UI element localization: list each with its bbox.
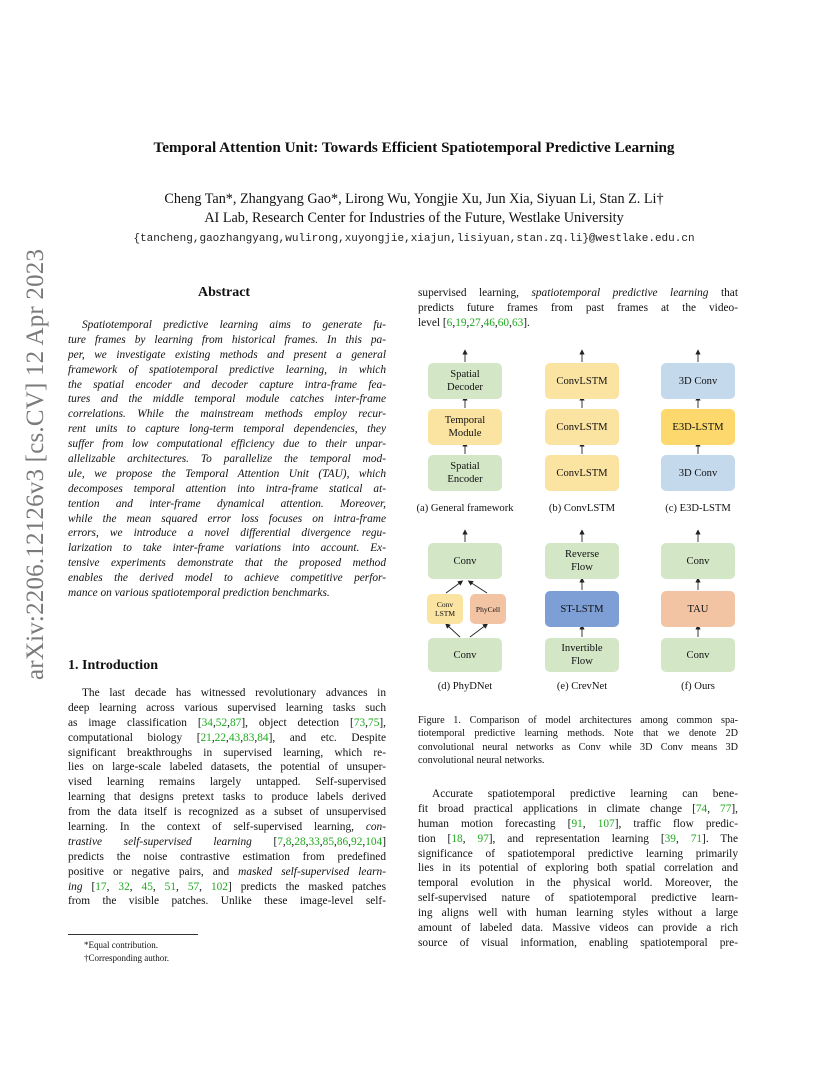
intro-line: significant breakthroughs in supervised learning, which re- [68, 746, 386, 759]
intro-line: ing [17, 32, 45, 51, 57, 102] predicts the masked patches [68, 880, 387, 893]
citation-link[interactable]: 6 [446, 316, 453, 329]
para-line: fit broad practical applications in climate change [74, 77], [418, 802, 738, 815]
citation-link[interactable]: 84 [257, 731, 269, 744]
subfigure-e-caption: (e) CrevNet [556, 681, 608, 692]
citation-link[interactable]: 83 [243, 731, 255, 744]
abstract-heading: Abstract [198, 285, 251, 300]
citation-link[interactable]: 85 [322, 835, 334, 848]
citation-link[interactable]: 18 [451, 832, 463, 845]
citation-link[interactable]: 91 [571, 817, 583, 830]
citation-link[interactable]: 60 [497, 316, 510, 329]
footnote-rule [68, 934, 198, 935]
para-line: amount of labeled data. Massive videos can provide a rich [418, 922, 738, 935]
author-list: Cheng Tan*, Zhangyang Gao*, Lirong Wu, Yongjie Xu, Jun Xia, Siyuan Li, Stan Z. Li† [164, 191, 664, 207]
citation-link[interactable]: 19 [455, 316, 467, 329]
arxiv-identifier: arXiv:2206.12126v3 [cs.CV] 12 Apr 2023 [22, 248, 49, 680]
citation-link[interactable]: 22 [214, 731, 227, 744]
citation-link[interactable]: 43 [228, 731, 241, 744]
citation-link[interactable]: 104 [365, 835, 383, 848]
figure-1-caption [418, 714, 738, 768]
citation-link[interactable]: 33 [308, 835, 320, 848]
citation-link[interactable]: 74 [695, 802, 708, 815]
para-line: ing aligns well with human learning styles without a large [418, 907, 738, 920]
citation-link[interactable]: 75 [368, 716, 380, 729]
convlstm-block-mid: ConvLSTM [545, 409, 619, 445]
e3d-lstm-block: E3D-LSTM [661, 409, 735, 445]
intro-line: as image classification [34,52,87], object detection [73,75], [68, 716, 386, 729]
abstract-line: errors, we introduce a novel differential divergence regu- [68, 527, 386, 540]
right-line: supervised learning, spatiotemporal predictive learning that [418, 287, 738, 299]
intro-line: from the data itself is recognized as a subset of unsupervised [68, 806, 386, 819]
abstract-body [68, 318, 386, 601]
tau-conv-bottom: Conv [661, 638, 735, 672]
paper-title: Temporal Attention Unit: Towards Efficient Spatiotemporal Predictive Learning [153, 139, 675, 156]
subfigure-b-caption: (b) ConvLSTM [548, 503, 616, 514]
para-line: source of visual information, enabling spatiotemporal pre- [418, 936, 738, 949]
citation-link[interactable]: 102 [210, 880, 228, 893]
footnote-corresponding: †Corresponding author. [84, 953, 169, 963]
citation-link[interactable]: 7 [277, 835, 283, 848]
intro-line: deep learning across various supervised learning tasks such [68, 701, 386, 714]
abstract-line: while the mean squared error loss focuses on intra-frame [68, 512, 386, 525]
abstract-line: decomposes temporal attention into intra-frame statical at- [68, 482, 386, 495]
introduction-heading: 1. Introduction [68, 658, 158, 673]
right-line: predicts future frames from past frames at the video- [418, 301, 738, 314]
citation-link[interactable]: 27 [469, 316, 481, 329]
spatial-decoder-block: Spatial Decoder [428, 363, 502, 399]
3d-conv-block-bottom: 3D Conv [661, 455, 735, 491]
abstract-line: framework of spatiotemporal predictive learning, in which [68, 363, 386, 376]
intro-line: vised learning remains largely untapped. Self-supervised [68, 776, 386, 789]
citation-link[interactable]: 51 [164, 880, 177, 893]
citation-link[interactable]: 46 [483, 316, 495, 329]
para-line: self-supervised nature of spatiotemporal predictive learn- [418, 892, 738, 905]
caption-line: tiotemporal predictive learning methods. Note that we denote 2D [418, 728, 738, 740]
convlstm-block-top: ConvLSTM [545, 363, 619, 399]
para-line: lies in its potential of exploring both spatial correlation and [418, 862, 738, 875]
citation-link[interactable]: 73 [353, 716, 366, 729]
abstract-line: per, we investigate existing methods and present a general [68, 348, 386, 361]
citation-link[interactable]: 8 [285, 835, 292, 848]
abstract-line: tention and inter-frame dynamical attention. Moreover, [68, 497, 386, 510]
abstract-line: tensive experiments demonstrate that the proposed method [68, 557, 386, 570]
intro-line: lies on large-scale labeled datasets, the potential of unsuper- [68, 761, 386, 774]
para-line: human motion forecasting [91, 107], traffic flow predic- [418, 817, 738, 830]
citation-link[interactable]: 52 [215, 716, 228, 729]
subfigure-f-caption: (f) Ours [681, 681, 715, 692]
phydnet-convlstm-block: Conv LSTM [427, 594, 463, 624]
subfigure-a-caption: (a) General framework [416, 503, 514, 514]
citation-link[interactable]: 45 [141, 880, 153, 893]
citation-link[interactable]: 39 [664, 832, 676, 845]
abstract-line: allelizable architectures. To parallelize the temporal mod- [68, 453, 386, 466]
citation-link[interactable]: 21 [200, 731, 212, 744]
intro-line: predicts the noise contrastive estimation from predefined [68, 850, 386, 863]
abstract-line: suffer from low computational efficiency due to their unpar- [68, 438, 386, 451]
phydnet-conv-bottom: Conv [428, 638, 502, 672]
para-line: significance of spatiotemporal predictive learning primarily [418, 847, 738, 860]
abstract-line: ule, we propose the Temporal Attention Unit (TAU), which [68, 467, 386, 480]
footnote-equal: *Equal contribution. [84, 940, 158, 950]
citation-link[interactable]: 77 [720, 802, 732, 815]
tau-conv-top: Conv [661, 543, 735, 579]
abstract-line: enables the derived model to achieve competitive perfor- [68, 572, 386, 585]
intro-line: learning that designs pretext tasks to produce labels derived [68, 791, 386, 804]
abstract-line: the spatial encoder and decoder capture intra-frame fea- [68, 378, 386, 391]
tau-block: TAU [661, 591, 735, 627]
subfigure-d-caption: (d) PhyDNet [437, 681, 493, 692]
citation-link[interactable]: 87 [229, 716, 242, 729]
invertible-flow-block: Invertible Flow [545, 638, 619, 672]
right-line: level [6,19,27,46,60,63]. [418, 316, 530, 329]
right-intro-text [418, 286, 738, 331]
citation-link[interactable]: 63 [511, 316, 524, 329]
citation-link[interactable]: 97 [477, 832, 489, 845]
citation-link[interactable]: 92 [351, 835, 363, 848]
intro-line: computational biology [21,22,43,83,84], and etc. Despite [68, 731, 386, 744]
intro-line: from the visible patches. Unlike these image-level self- [68, 895, 386, 908]
abstract-line: larization to take inter-frame variations into account. Ex- [68, 542, 386, 555]
citation-link[interactable]: 17 [95, 880, 107, 893]
author-emails: {tancheng,gaozhangyang,wulirong,xuyongjie,xiajun,lisiyuan,stan.zq.li}@westlake.edu.cn [133, 233, 695, 245]
spatial-encoder-block: Spatial Encoder [428, 455, 502, 491]
temporal-module-block: Temporal Module [428, 409, 502, 445]
abstract-line: Spatiotemporal predictive learning aims to generate fu- [82, 319, 386, 331]
abstract-line: rent units to capture long-term temporal dependencies, they [68, 423, 386, 436]
para-line: Accurate spatiotemporal predictive learning can bene- [432, 788, 738, 800]
caption-line: Figure 1. Comparison of model architectures among common spa- [418, 715, 738, 726]
st-lstm-block: ST-LSTM [545, 591, 619, 627]
intro-line: The last decade has witnessed revolutionary advances in [82, 687, 386, 699]
citation-link[interactable]: 32 [118, 880, 130, 893]
citation-link[interactable]: 86 [336, 835, 349, 848]
subfigure-c-caption: (c) E3D-LSTM [665, 503, 731, 514]
citation-link[interactable]: 34 [201, 716, 213, 729]
phydnet-conv-top: Conv [428, 543, 502, 579]
citation-link[interactable]: 71 [690, 832, 703, 845]
para-line: tion [18, 97], and representation learning [39, 71]. The [418, 832, 738, 845]
para-line: temporal evolution in the physical world. Moreover, the [418, 877, 738, 890]
caption-line: convolutional neural networks as Conv while 3D Conv means 3D [418, 741, 738, 753]
3d-conv-block-top: 3D Conv [661, 363, 735, 399]
citation-link[interactable]: 107 [597, 817, 615, 830]
citation-link[interactable]: 57 [187, 880, 200, 893]
affiliation: AI Lab, Research Center for Industries of the Future, Westlake University [204, 210, 624, 226]
intro-line: learning. In the context of self-supervised learning, con- [68, 821, 386, 834]
abstract-line: tures and the middle temporal module catches inter-frame [68, 393, 386, 406]
citation-link[interactable]: 28 [294, 835, 306, 848]
abstract-line: mance on various spatiotemporal prediction benchmarks. [68, 587, 330, 600]
caption-line: convolutional neural networks. [418, 755, 545, 767]
phycell-block: PhyCell [470, 594, 506, 624]
introduction-body [68, 686, 386, 909]
right-paragraph [418, 787, 738, 951]
intro-line: positive or negative pairs, and masked self-supervised learn- [68, 865, 386, 878]
abstract-line: ture frames by learning from historical frames. In this pa- [68, 333, 386, 346]
convlstm-block-bottom: ConvLSTM [545, 455, 619, 491]
abstract-line: correlations. While the mainstream methods employ recur- [68, 408, 386, 421]
intro-line: trastive self-supervised learning [7,8,28,33,85,86,92,104] [68, 835, 386, 848]
reverse-flow-block: Reverse Flow [545, 543, 619, 579]
